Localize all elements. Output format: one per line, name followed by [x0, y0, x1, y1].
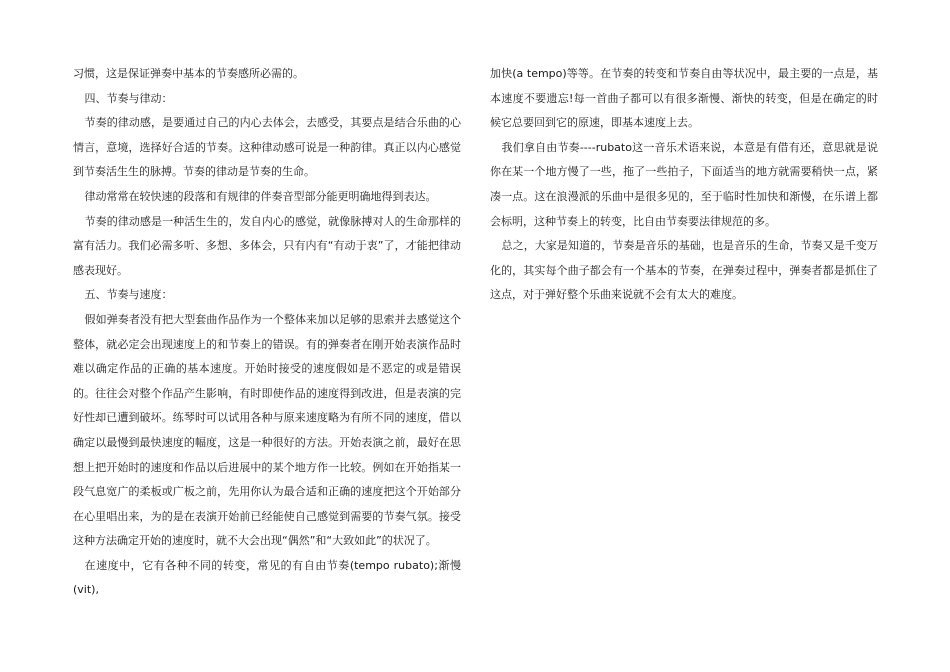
paragraph: 在速度中，它有各种不同的转变，常见的有自由节奏(tempo rubato);渐慢(vit),: [73, 558, 461, 597]
left-column: [73, 62, 461, 603]
paragraph: 节奏的律动感，是要通过自己的内心去体会，去感受，其要点是结合乐曲的心情言，意境，选择好合适的节奏。这种律动感可说是一种韵律。真正以内心感觉到节奏活生生的脉搏。节奏的律动是节奏的生命。: [73, 116, 461, 179]
paragraph-continuation: 加快(a tempo)等等。在节奏的转变和节奏自由等状况中，最主要的一点是，基本速度不要遗忘!每一首曲子都可以有很多渐慢、渐快的转变，但是在确定的时候它总要回到它的原速，即基本速度上去。: [490, 67, 878, 130]
section-heading-rhythm-and-pulse: 四、节奏与律动：: [84, 91, 173, 105]
section-heading-rhythm-and-tempo: 五、节奏与速度：: [84, 288, 173, 302]
right-column: [490, 62, 878, 308]
paragraph: 我们拿自由节奏----rubato这一音乐术语来说，本意是有借有还，意思就是说你在某一个地方慢了一些，拖了一些拍子，下面适当的地方就需要稍快一点，紧凑一点。这在浪漫派的乐曲中是很多见的，至于临时性加快和渐慢，在乐谱上都会标明，这种节奏上的转变，比自由节奏要法律规范的多。: [490, 140, 878, 228]
paragraph: 总之，大家是知道的，节奏是音乐的基础，也是音乐的生命，节奏又是千变万化的，其实每个曲子都会有一个基本的节奏，在弹奏过程中，弹奏者都是抓住了这点，对于弹好整个乐曲来说就不会有太大的难度。: [490, 239, 878, 302]
paragraph: 假如弹奏者没有把大型套曲作品作为一个整体来加以足够的思索并去感觉这个整体，就必定会出现速度上的和节奏上的错误。有的弹奏者在刚开始表演作品时难以确定作品的正确的基本速度。开始时接受的速度假如是不恶定的或是错误的。往往会对整个作品产生影响，有时即使作品的速度得到改进，但是表演的完好性却已遭到破坏。练琴时可以试用各种与原来速度略为有所不同的速度，借以确定以最慢到最快速度的幅度，这是一种很好的方法。开始表演之前，最好在思想上把开始时的速度和作品以后进展中的某个地方作一比较。例如在开始指某一段气息宽广的柔板或广板之前，先用你认为最合适和正确的速度把这个开始部分在心里唱出来，为的是在表演开始前已经能使自己感觉到需要的节奏气氛。接受这种方法确定开始的速度时，就不大会出现“偶然”和“大致如此”的状况了。: [73, 312, 461, 548]
paragraph-continuation: 习惯，这是保证弹奏中基本的节奏感所必需的。: [73, 67, 304, 80]
paragraph: 节奏的律动感是一种活生生的，发自内心的感觉，就像脉搏对人的生命那样的富有活力。我们必需多听、多想、多体会，只有内有“有动于衷”了，才能把律动感表现好。: [73, 214, 461, 277]
paragraph: 律动常常在较快速的段落和有规律的伴奏音型部分能更明确地得到表达。: [84, 189, 437, 203]
